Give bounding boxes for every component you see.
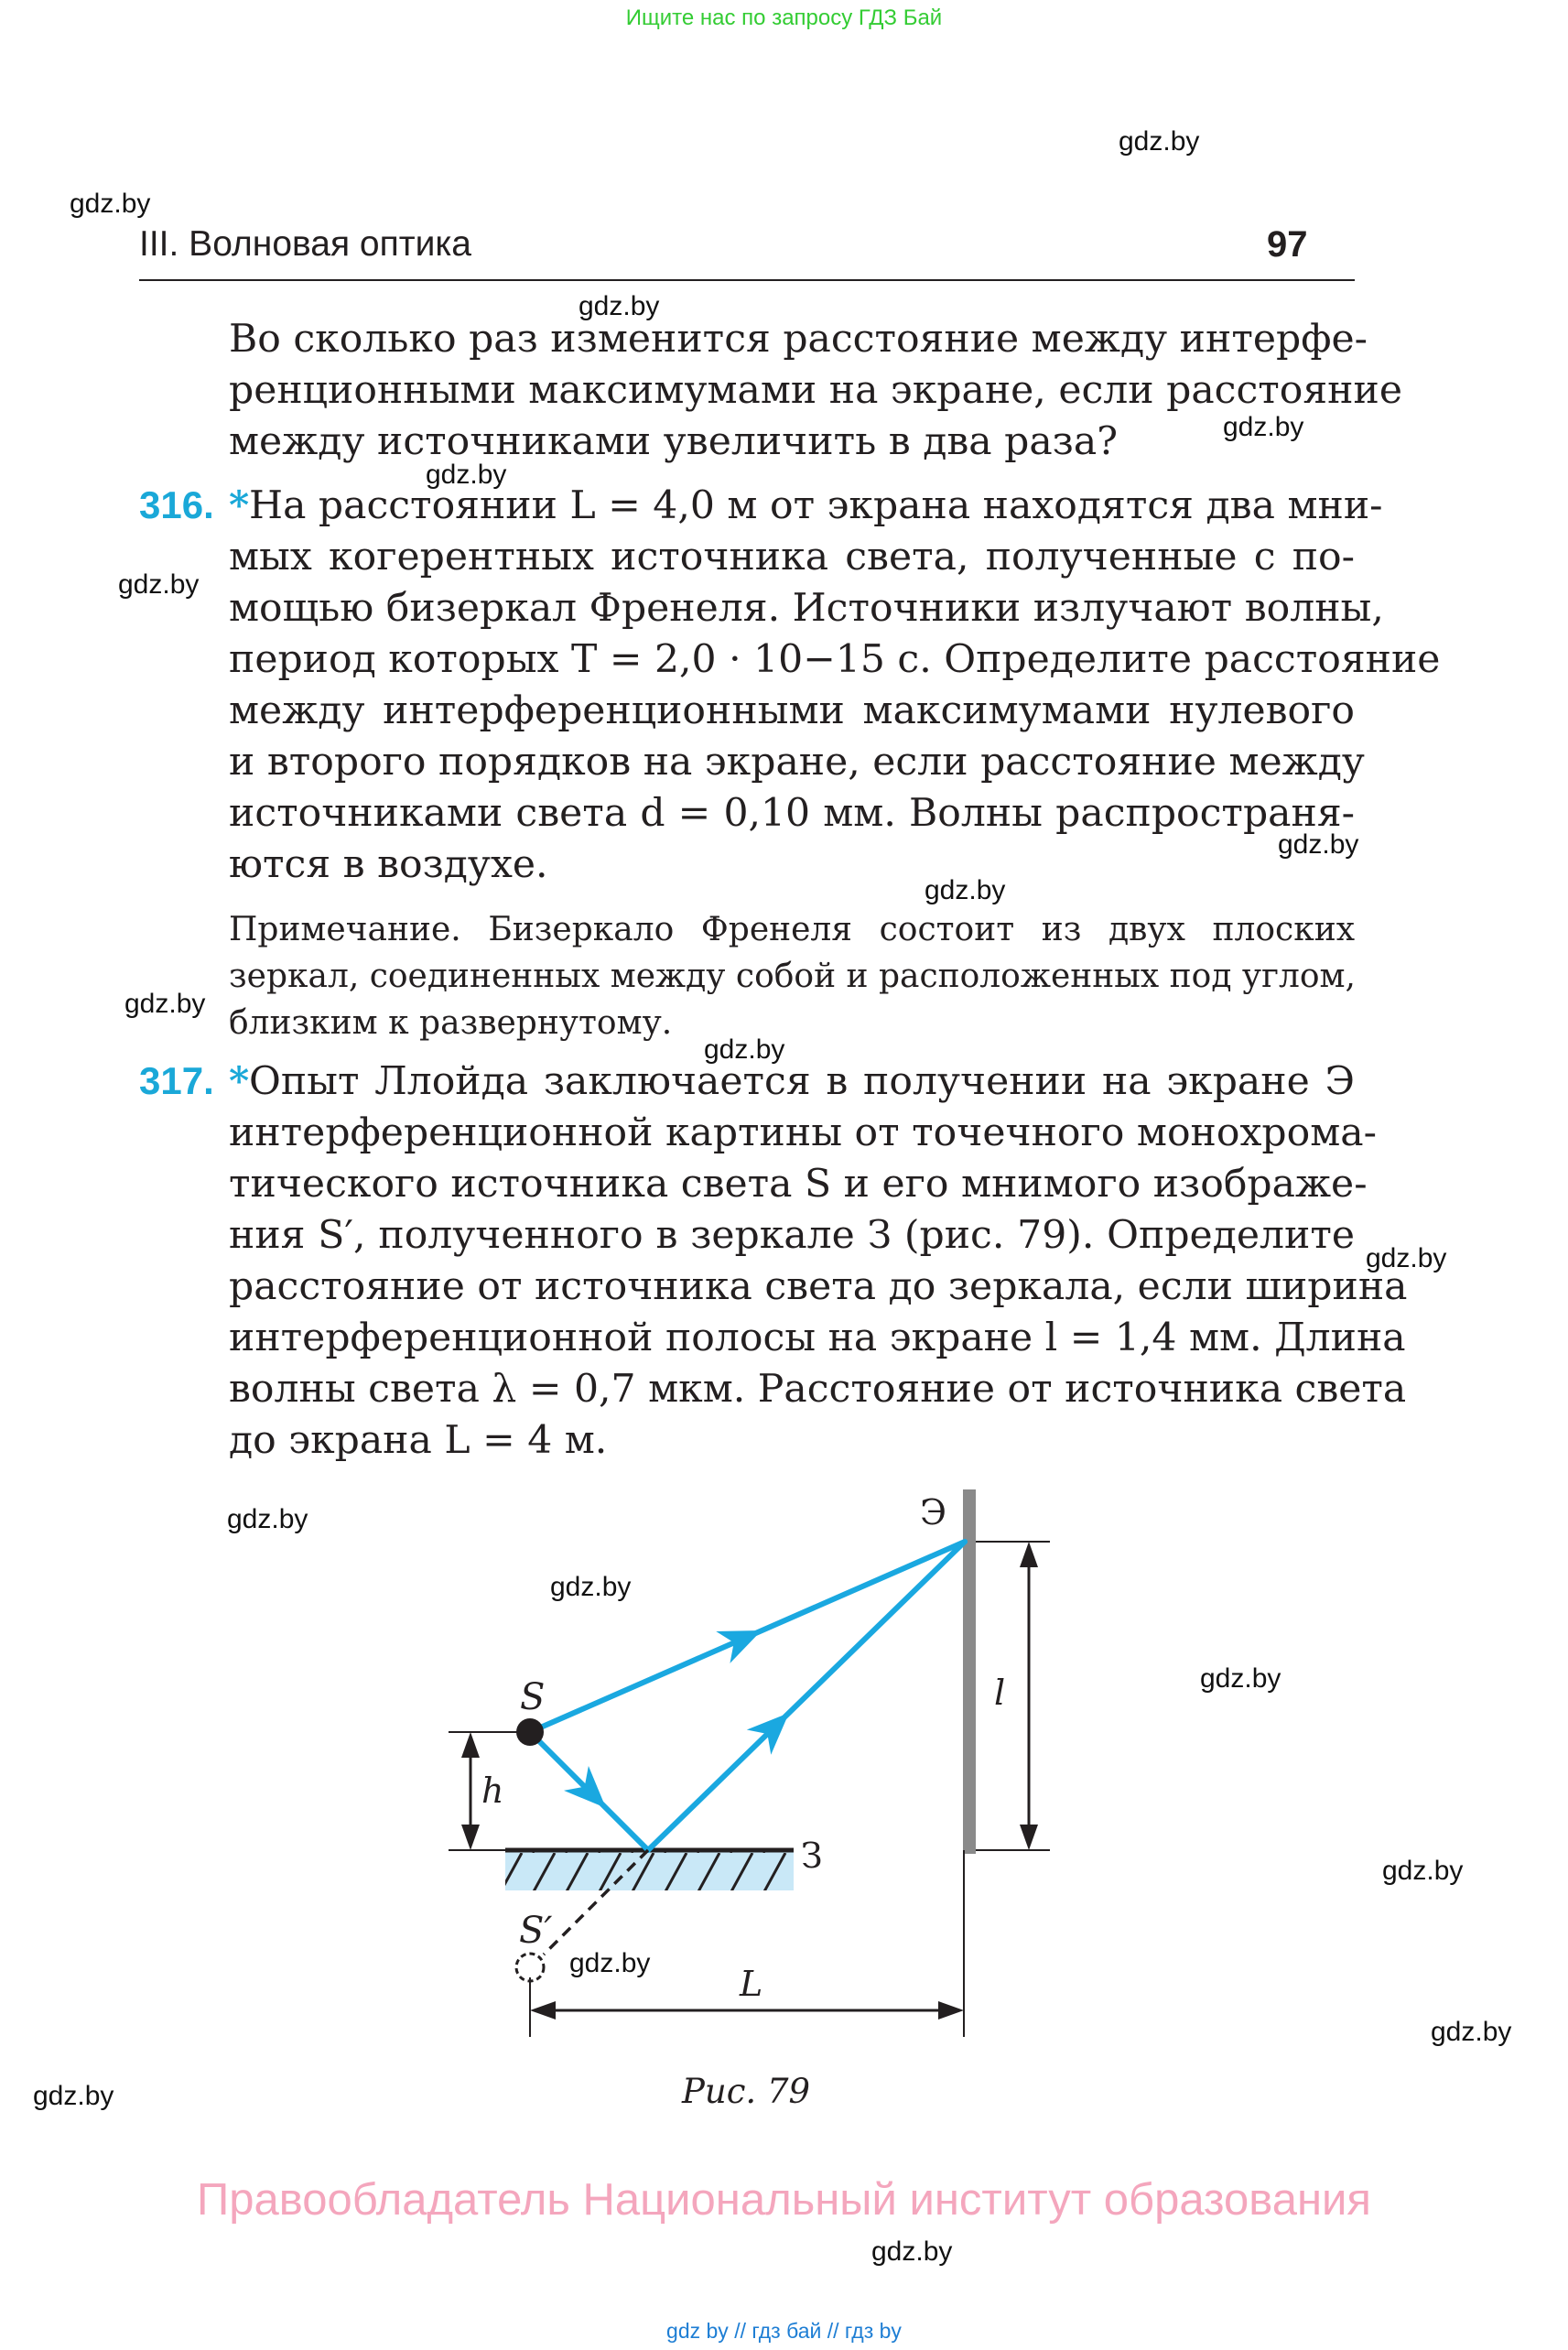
ray-arrowheads	[564, 1615, 801, 1821]
problem-316-line: и второго порядков на экране, если расстояние между	[229, 740, 1365, 785]
page-number: 97	[1267, 224, 1308, 265]
watermark: gdz.by	[33, 2081, 114, 2111]
watermark: gdz.by	[1366, 1243, 1447, 1273]
l-arrow-bottom	[1020, 1825, 1038, 1850]
watermark: gdz.by	[70, 189, 151, 219]
problem-316-line: На расстоянии L = 4,0 м от экрана находятся два мни-	[249, 483, 1383, 528]
problem-316-line: период которых T = 2,0 · 10−15 с. Определите расстояние	[229, 637, 1441, 682]
L-arrow-left	[530, 2001, 556, 2020]
watermark: gdz.by	[1223, 412, 1304, 442]
label-distance: L	[740, 1964, 763, 2004]
watermark: gdz.by	[124, 989, 206, 1019]
label-fringe: l	[994, 1673, 1006, 1713]
problem-317-line: расстояние от источника света до зеркала, если ширина	[229, 1264, 1408, 1309]
watermark: gdz.by	[118, 569, 200, 600]
intro-line: Во сколько раз изменится расстояние между интерфе-	[229, 317, 1368, 362]
label-image: S′	[519, 1910, 553, 1952]
problem-316-line: мощью бизеркал Френеля. Источники излучают волны,	[229, 586, 1384, 631]
arrowhead	[716, 1615, 768, 1663]
note-line: близким к развернутому.	[229, 1004, 673, 1042]
h-arrow-top	[461, 1732, 480, 1758]
label-source: S	[520, 1676, 546, 1718]
problem-317-line: интерференционной полосы на экране l = 1,4 мм. Длина	[229, 1316, 1406, 1360]
label-height: h	[481, 1771, 504, 1811]
watermark: gdz.by	[426, 460, 507, 490]
reflected-ray	[648, 1542, 965, 1850]
watermark: gdz.by	[579, 291, 660, 321]
label-mirror: З	[801, 1836, 823, 1876]
watermark: gdz.by	[1278, 829, 1359, 860]
watermark: gdz.by	[569, 1948, 651, 1978]
problem-317-line: тического источника света S и его мнимого изображе-	[229, 1162, 1368, 1207]
watermark: gdz.by	[1431, 2017, 1512, 2047]
light-rays	[530, 1542, 965, 1850]
watermark: gdz.by	[704, 1034, 785, 1065]
watermark: gdz.by	[1382, 1856, 1464, 1886]
problem-316-line: мых когерентных источника света, полученные с по-	[229, 535, 1355, 579]
note-line: Примечание. Бизеркало Френеля состоит из двух плоских	[229, 911, 1355, 948]
L-arrow-right	[938, 2001, 964, 2020]
note-line: зеркал, соединенных между собой и расположенных под углом,	[229, 958, 1356, 995]
problem-316-line: источниками света d = 0,10 мм. Волны распространя-	[229, 791, 1355, 836]
watermark: gdz.by	[925, 875, 1006, 905]
top-banner[interactable]: Ищите нас по запросу ГДЗ Бай	[625, 5, 943, 30]
watermark: gdz.by	[1200, 1663, 1281, 1694]
l-arrow-top	[1020, 1542, 1038, 1567]
problem-316-line: между интерференционными максимумами нулевого	[229, 688, 1355, 733]
problem-number-316: 316.	[139, 483, 214, 526]
problem-317-line: интерференционной картины от точечного монохрома-	[229, 1110, 1377, 1155]
h-arrow-bottom	[461, 1825, 480, 1850]
problem-317-line: волны света λ = 0,7 мкм. Расстояние от источника света	[229, 1367, 1407, 1412]
running-head: III. Волновая оптика	[139, 224, 471, 264]
watermark: gdz.by	[871, 2236, 953, 2267]
image-point	[516, 1954, 544, 1981]
mirror-hatching	[505, 1850, 794, 1890]
difficulty-star: *	[229, 1058, 250, 1104]
watermark: gdz.by	[227, 1504, 308, 1534]
problem-317-line: ния S′, полученного в зеркале З (рис. 79). Определите	[229, 1213, 1355, 1258]
problem-number-317: 317.	[139, 1059, 214, 1102]
watermark: gdz.by	[1119, 126, 1200, 157]
copyright-notice: Правообладатель Национальный институт образования	[197, 2175, 1371, 2225]
label-screen: Э	[920, 1492, 947, 1532]
problem-317-line: Опыт Ллойда заключается в получении на экране Э	[249, 1059, 1355, 1104]
figure-caption: Рис. 79	[681, 2072, 811, 2111]
problem-317-line: до экрана L = 4 м.	[229, 1418, 608, 1463]
problem-316-line: ются в воздухе.	[229, 842, 548, 887]
intro-line: между источниками увеличить в два раза?	[229, 419, 1118, 464]
footer-links[interactable]: gdz by // гдз бай // гдз by	[666, 2319, 902, 2343]
difficulty-star: *	[229, 482, 250, 528]
watermark: gdz.by	[550, 1572, 632, 1602]
intro-line: ренционными максимумами на экране, если расстояние	[229, 368, 1402, 413]
